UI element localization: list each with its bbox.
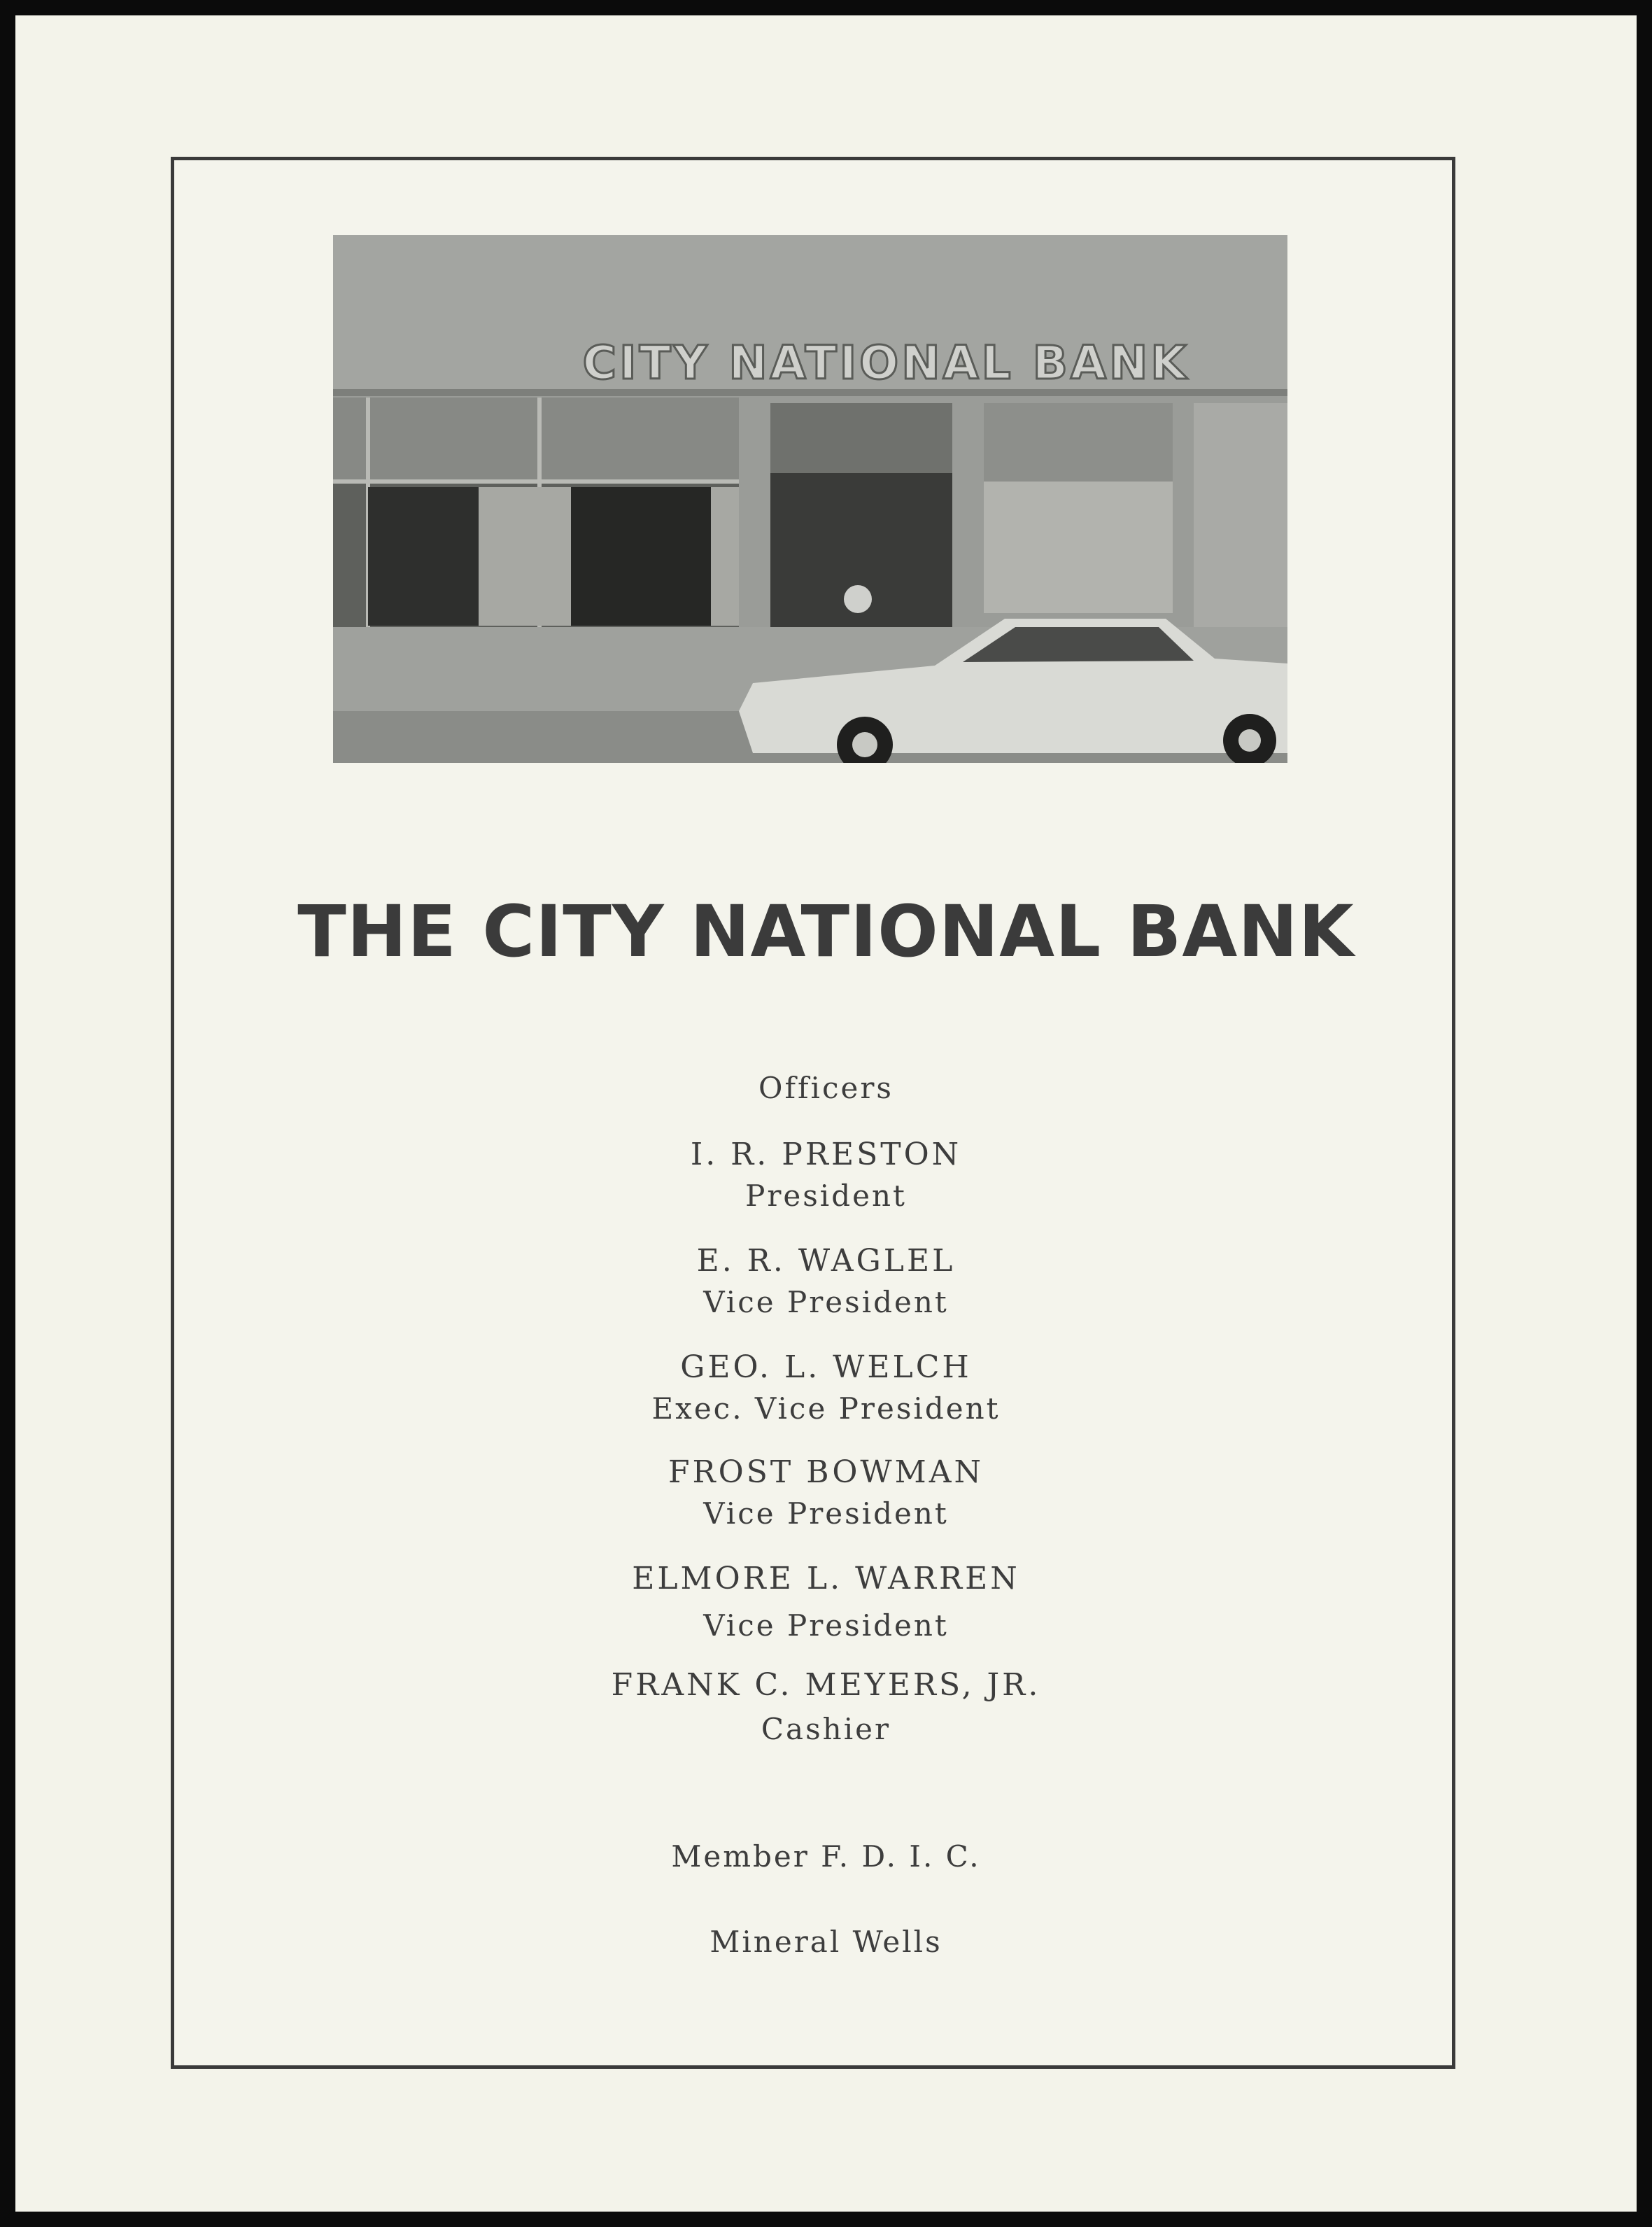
officer-role: Vice President [703,1496,949,1531]
officer-role: President [745,1179,907,1213]
officer-name: ELMORE L. WARREN [632,1561,1020,1596]
bank-storefront-photo [333,235,1287,763]
officer-name: E. R. WAGLEL [696,1243,956,1279]
officer-role: Vice President [703,1285,949,1319]
officer-role: Cashier [761,1712,891,1746]
officer-name: I. R. PRESTON [690,1137,962,1172]
officer-name: FROST BOWMAN [668,1454,984,1490]
bank-location: Mineral Wells [709,1925,943,1959]
fdic-membership: Member F. D. I. C. [671,1839,981,1874]
officer-name: FRANK C. MEYERS, JR. [611,1667,1041,1703]
officers-heading: Officers [758,1071,894,1105]
bank-title: THE CITY NATIONAL BANK [297,890,1355,974]
officer-role: Exec. Vice President [651,1391,1001,1426]
building-sign-text: CITY NATIONAL BANK [582,336,1189,390]
yearbook-page [15,15,1637,2212]
officer-name: GEO. L. WELCH [680,1349,972,1385]
officer-role: Vice President [703,1608,949,1643]
